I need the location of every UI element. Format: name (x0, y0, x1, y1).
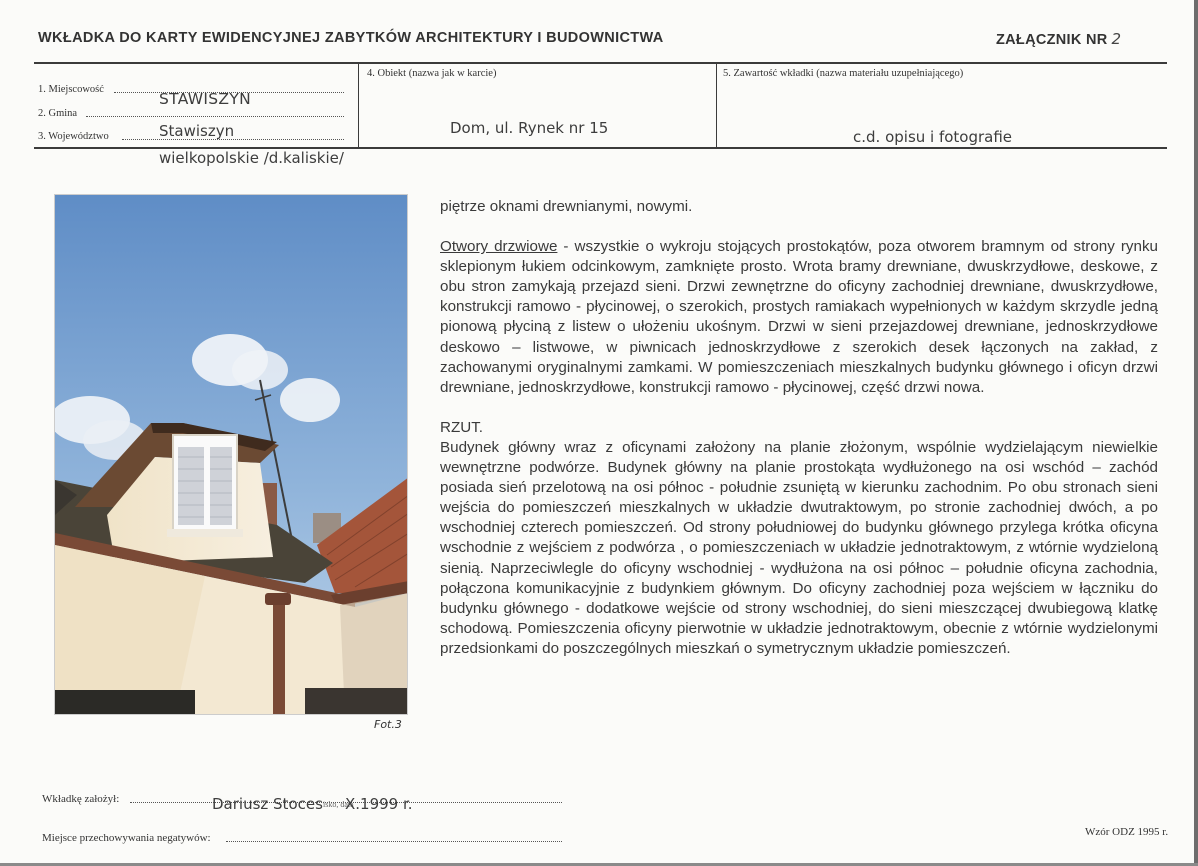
description-text (440, 197, 1158, 659)
dormer-photo-image (55, 195, 408, 715)
form-title: WKŁADKA DO KARTY EWIDENCYJNEJ ZABYTKÓW ARCHITEKTURY I BUDOWNICTWA (38, 30, 664, 46)
paragraph-windows-end: piętrze oknami drewnianymi, nowymi. (440, 198, 693, 215)
locality-label: 1. Miejscowość (38, 84, 104, 95)
commune-label: 2. Gmina (38, 108, 78, 119)
column-divider-1 (358, 62, 359, 148)
negatives-dots (226, 841, 562, 842)
annex-number-handwritten: 2 (1111, 30, 1122, 48)
author-field-hint: isko, data (323, 800, 354, 809)
section-title-rzut: RZUT. (440, 418, 484, 436)
object-label: 4. Obiekt (nazwa jak w karcie) (367, 68, 497, 79)
building-photo (54, 194, 408, 715)
form-id: Wzór ODZ 1995 r. (1085, 826, 1169, 838)
door-openings-text: - wszystkie o wykroju stojących prostokątów, poza otworem bramnym od strony rynku sklepionym łukiem odcinkowym, zamknięte prosto. Wrota bramy drewniane, dwuskrzydłowe, deskowe, z obu stron zamykają przejazd sieni. Drzwi zewnętrzne do oficyny zachodniej drewniane, dwuskrzydłowe, konstrukcji ramowo - płycinowej, o szerokich, prostych ramiakach wypełnionych w każdym skrzydle jedną pionową płyciną z listew o ułożeniu ukośnym. Drzwi w sieni przejazdowej drewniane, jednoskrzydłowe deskowo – listwowe, w piwnicach jednoskrzydłowe z szerokich desek łączonych na zakład, z zachowanymi oryginalnymi zamkami. W pomieszczeniach mieszkalnych budynku głównego i oficyn drzwi drewniane, jednoskrzydłowe, konstrukcji ramowo - płycinowej, część drzwi nowa. (440, 238, 1158, 396)
object-value: Dom, ul. Rynek nr 15 (450, 119, 609, 137)
annex-number (996, 30, 1121, 48)
paragraph-door-openings (440, 237, 1158, 398)
province-value: wielkopolskie /d.kaliskie/ (159, 149, 344, 167)
scan-edge-right (1194, 0, 1198, 866)
province-label: 3. Województwo (38, 131, 109, 142)
locality-value: STAWISZYN (159, 90, 251, 108)
commune-value: Stawiszyn (159, 122, 235, 140)
column-divider-2 (716, 62, 717, 148)
author-label: Wkładkę założył: (42, 793, 120, 805)
header-top-rule (34, 62, 1167, 64)
contents-value: c.d. opisu i fotografie (853, 128, 1013, 146)
paragraph-plan: Budynek główny wraz z oficynami założony na planie złożonym, wspólnie wydzielającym niewielkie wewnętrzne podwórze. Budynek główny na planie prostokąta wydłużonego na osi wschód – zachód posiada sień przelotową na osi północ - południe zsuniętą w kierunku zachodnim. Po obu stronach sieni wejścia do pomieszczeń mieszkalnych w układzie dwutraktowym, po stronie zachodniej dwóch, a po wschodniej czterech pomieszczeń. Od strony południowej do budynku głównego przylega krótka oficyna wschodnie z wejściem z podwórza , o pomieszczeniach w układzie jednotraktowym, z wtórnie wydzieloną sienią. Naprzeciwlegle do oficyny wschodniej - wydłużona na osi północ – południe oficyna zachodnia, połączona komunikacyjnie z budynkiem głównym. Do oficyny zachodniej poza wejściem w łączniku do budynku głównego - dodatkowe wejście od strony wschodniej, do sieni mieszczącej dwubiegową klatkę schodową. Pomieszczenia oficyny pierwotnie w układzie jednotraktowym, obecnie z wtórnie wydzielonymi przedsionkami do poszczególnych mieszkań o symetrycznym układzie pomieszczeń. (440, 438, 1158, 657)
photo-caption: Fot.3 (374, 718, 402, 731)
contents-label: 5. Zawartość wkładki (nazwa materiału uzupełniającego) (723, 68, 964, 79)
door-openings-heading: Otwory drzwiowe (440, 238, 558, 256)
negatives-label: Miejsce przechowywania negatywów: (42, 832, 211, 844)
date-value: X.1999 r. (345, 795, 413, 813)
commune-dots (86, 116, 344, 117)
annex-label: ZAŁĄCZNIK NR (996, 32, 1108, 48)
author-value: Dariusz Stoces (212, 795, 323, 813)
